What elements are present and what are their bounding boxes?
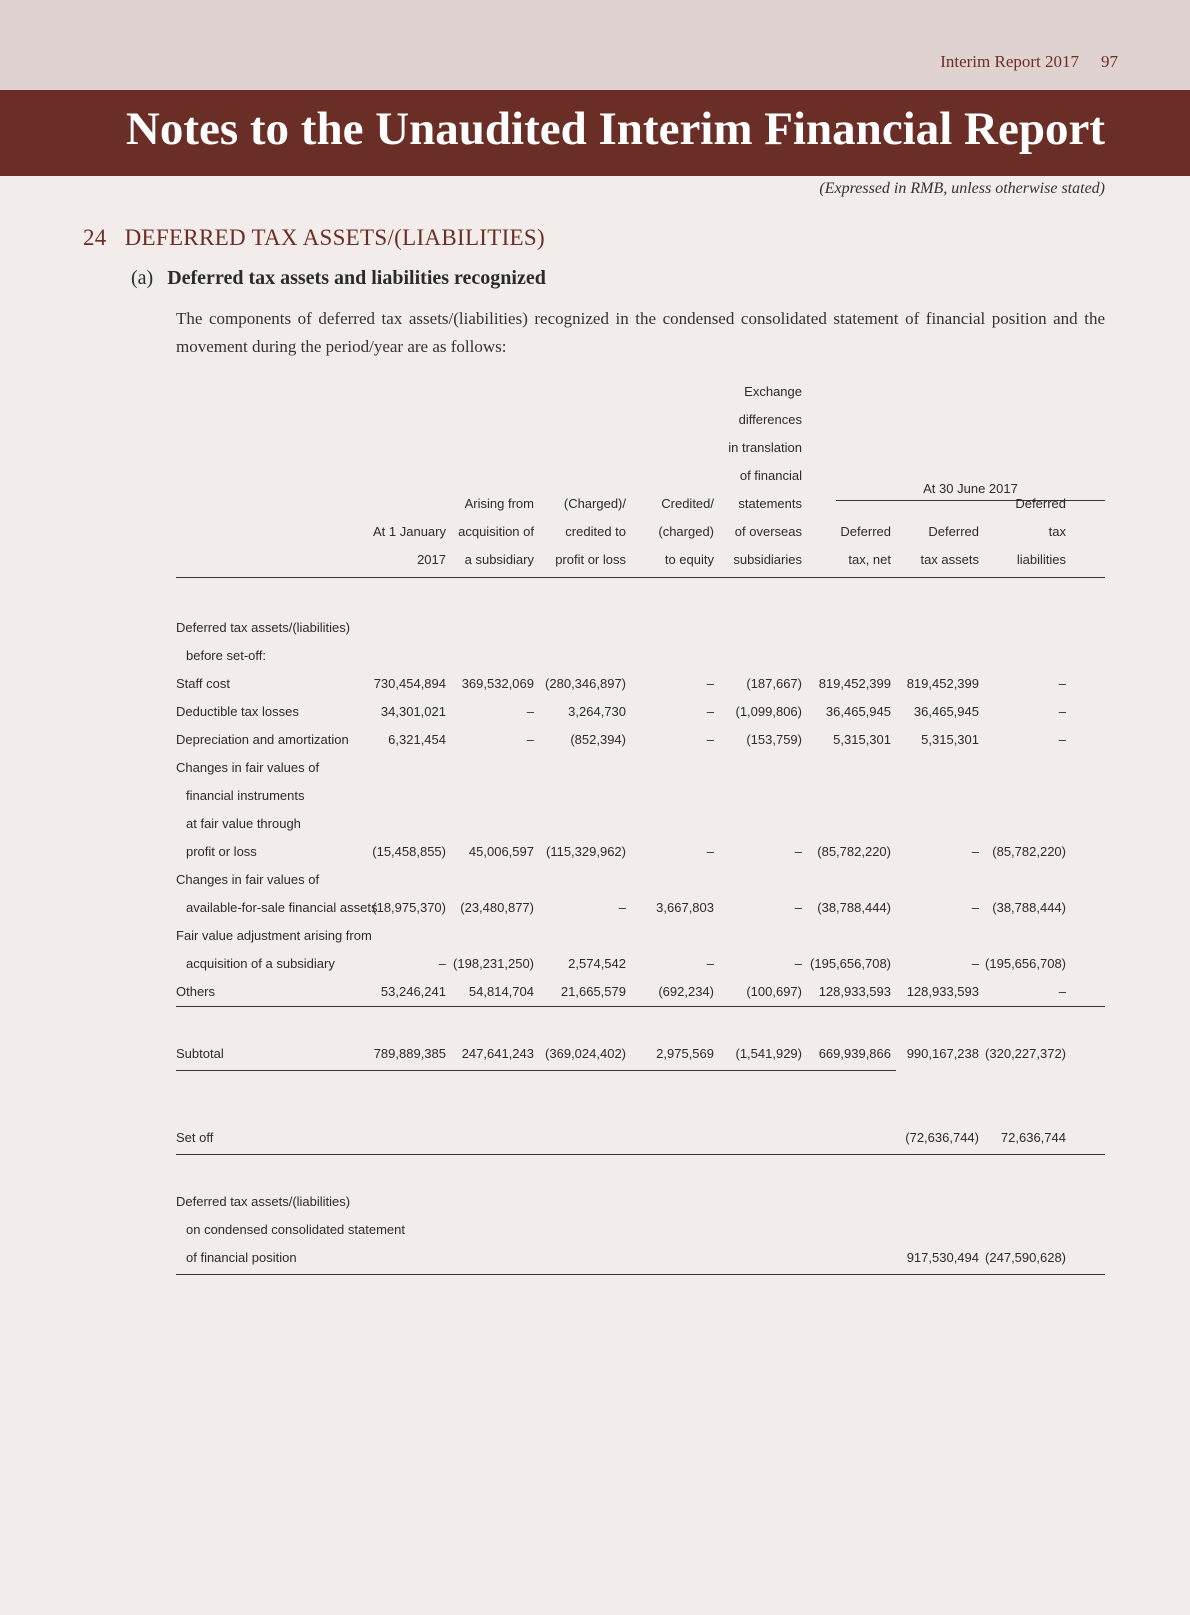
row-label: acquisition of a subsidiary (186, 956, 335, 971)
cell-value: – (706, 956, 714, 971)
column-header-line: of financial (739, 468, 802, 483)
cell-value: 34,301,021 (380, 704, 446, 719)
cell-value: – (1058, 676, 1066, 691)
column-header-line: in translation (728, 440, 802, 455)
column-header-line: At 1 January (373, 524, 446, 539)
cell-value: 21,665,579 (560, 984, 626, 999)
row-label: Deductible tax losses (176, 704, 299, 719)
cell-value: (38,788,444) (992, 900, 1066, 915)
cell-value: (18,975,370) (372, 900, 446, 915)
column-header-line: tax assets (920, 552, 979, 567)
cell-value: 36,465,945 (825, 704, 891, 719)
column-header-line: Deferred (1015, 496, 1066, 511)
cell-value: – (1058, 704, 1066, 719)
row-label: Others (176, 984, 216, 999)
row-label: of financial position (186, 1250, 297, 1265)
cell-value: 247,641,243 (461, 1046, 534, 1061)
column-header-line: (charged) (658, 524, 714, 539)
cell-value: 730,454,894 (373, 676, 446, 691)
column-header-line: profit or loss (555, 552, 626, 567)
row-label: Fair value adjustment arising from (176, 928, 372, 943)
cell-value: – (971, 900, 979, 915)
row-label: before set-off: (186, 648, 266, 663)
row-label: Set off (176, 1130, 214, 1145)
column-header-line: differences (738, 412, 802, 427)
cell-value: – (971, 956, 979, 971)
cell-value: (187,667) (746, 676, 802, 691)
cell-value: 990,167,238 (906, 1046, 979, 1061)
cell-value: – (794, 844, 802, 859)
cell-value: (100,697) (746, 984, 802, 999)
cell-value: (195,656,708) (985, 956, 1066, 971)
cell-value: 45,006,597 (468, 844, 534, 859)
row-label: financial instruments (186, 788, 305, 803)
table-row (176, 838, 1105, 866)
table-row (176, 670, 1105, 698)
page-title: Notes to the Unaudited Interim Financial Report (125, 103, 1105, 155)
column-header-line: of overseas (734, 524, 802, 539)
table-row (176, 1124, 1105, 1152)
row-label: profit or loss (186, 844, 257, 859)
header-rule (176, 577, 1105, 578)
cell-value: (72,636,744) (905, 1130, 979, 1145)
section-number: 24 (83, 225, 107, 250)
set-off-rule (176, 1154, 1105, 1155)
subsection-label: (a) (131, 267, 154, 289)
cell-value: – (706, 704, 714, 719)
cell-value: (153,759) (746, 732, 802, 747)
row-label: available-for-sale financial assets (186, 900, 378, 915)
cell-value: (320,227,372) (985, 1046, 1066, 1061)
table-row (176, 1244, 1105, 1272)
cell-value: 72,636,744 (1000, 1130, 1066, 1145)
cell-value: 5,315,301 (833, 732, 891, 747)
cell-value: 2,574,542 (568, 956, 626, 971)
table-row (176, 754, 1105, 782)
cell-value: – (706, 676, 714, 691)
cell-value: 5,315,301 (921, 732, 979, 747)
currency-note: (Expressed in RMB, unless otherwise stated) (819, 180, 1105, 197)
running-head (940, 52, 1118, 72)
subsection-title: Deferred tax assets and liabilities recognized (167, 267, 546, 289)
cell-value: – (618, 900, 626, 915)
row-label: Depreciation and amortization (176, 732, 349, 747)
cell-value: – (794, 900, 802, 915)
column-header-line: Deferred (928, 524, 979, 539)
cell-value: 2,975,569 (656, 1046, 714, 1061)
row-label: on condensed consolidated statement (186, 1222, 405, 1237)
cell-value: – (1058, 984, 1066, 999)
table-row (176, 922, 1105, 950)
row-label: Changes in fair values of (176, 872, 320, 887)
cell-value: – (706, 844, 714, 859)
table-row (176, 894, 1105, 922)
column-header-line: acquisition of (458, 524, 534, 539)
cell-value: (15,458,855) (372, 844, 446, 859)
top-band (0, 0, 1190, 90)
column-header-line: subsidiaries (733, 552, 802, 567)
table-row (176, 1188, 1105, 1216)
column-header-line: Arising from (464, 496, 534, 511)
rule-before-subtotal (176, 1006, 1105, 1007)
table-row (176, 1216, 1105, 1244)
cell-value: (195,656,708) (810, 956, 891, 971)
cell-value: (247,590,628) (985, 1250, 1066, 1265)
table-row (176, 698, 1105, 726)
cell-value: (280,346,897) (545, 676, 626, 691)
column-header-line: tax (1048, 524, 1066, 539)
column-header-line: (Charged)/ (563, 496, 626, 511)
cell-value: 369,532,069 (461, 676, 534, 691)
table-row (176, 726, 1105, 754)
table-row (176, 950, 1105, 978)
cell-value: – (526, 704, 534, 719)
column-header-line: Credited/ (661, 496, 714, 511)
cell-value: (369,024,402) (545, 1046, 626, 1061)
cell-value: (852,394) (570, 732, 626, 747)
column-header (956, 490, 1066, 574)
column-header-line: liabilities (1016, 552, 1066, 567)
subsection-heading (131, 267, 546, 290)
column-header-line: credited to (565, 524, 626, 539)
cell-value: (38,788,444) (817, 900, 891, 915)
title-bar (0, 90, 1190, 176)
column-header-line: statements (738, 496, 802, 511)
cell-value: – (438, 956, 446, 971)
table-row (176, 978, 1105, 1006)
intro-paragraph: The components of deferred tax assets/(liabilities) recognized in the condensed consolidated statement of financial position and the movement during the period/year are as follows: (176, 309, 1105, 356)
cell-value: 6,321,454 (388, 732, 446, 747)
row-label: Changes in fair values of (176, 760, 320, 775)
cell-value: 819,452,399 (906, 676, 979, 691)
row-label: Subtotal (176, 1046, 224, 1061)
cell-value: 819,452,399 (818, 676, 891, 691)
page-number: 97 (1101, 52, 1118, 71)
column-header-line: tax, net (848, 552, 891, 567)
cell-value: (692,234) (658, 984, 714, 999)
table-row (176, 1040, 1105, 1068)
table-row (176, 810, 1105, 838)
cell-value: (23,480,877) (460, 900, 534, 915)
cell-value: – (526, 732, 534, 747)
table-row (176, 642, 1105, 670)
subtotal-rule (176, 1070, 896, 1071)
row-label: at fair value through (186, 816, 301, 831)
column-header-line: Deferred (840, 524, 891, 539)
row-label: Deferred tax assets/(liabilities) (176, 1194, 351, 1209)
cell-value: – (971, 844, 979, 859)
cell-value: 54,814,704 (468, 984, 534, 999)
table-row (176, 614, 1105, 642)
row-label: Deferred tax assets/(liabilities) (176, 620, 351, 635)
cell-value: 789,889,385 (373, 1046, 446, 1061)
cell-value: – (794, 956, 802, 971)
cell-value: (198,231,250) (453, 956, 534, 971)
column-header-line: Exchange (744, 384, 802, 399)
cell-value: (85,782,220) (817, 844, 891, 859)
column-header-line: 2017 (417, 552, 446, 567)
section-title: DEFERRED TAX ASSETS/(LIABILITIES) (124, 225, 545, 250)
table-row (176, 866, 1105, 894)
cell-value: 128,933,593 (818, 984, 891, 999)
cell-value: 917,530,494 (906, 1250, 979, 1265)
cell-value: – (706, 732, 714, 747)
table-row (176, 782, 1105, 810)
group-header: At 30 June 2017 (836, 478, 1105, 501)
cell-value: 128,933,593 (906, 984, 979, 999)
row-label: Staff cost (176, 676, 230, 691)
column-header-line: a subsidiary (464, 552, 534, 567)
cell-value: – (1058, 732, 1066, 747)
cell-value: (115,329,962) (546, 844, 626, 859)
section-heading (83, 225, 545, 251)
cell-value: (85,782,220) (992, 844, 1066, 859)
cell-value: 53,246,241 (380, 984, 446, 999)
cell-value: 3,264,730 (568, 704, 626, 719)
cell-value: (1,541,929) (735, 1046, 802, 1061)
cell-value: 36,465,945 (913, 704, 979, 719)
column-header-line: to equity (664, 552, 714, 567)
cell-value: 3,667,803 (656, 900, 714, 915)
report-name: Interim Report 2017 (940, 52, 1079, 71)
cell-value: (1,099,806) (735, 704, 802, 719)
final-rule (176, 1274, 1105, 1275)
cell-value: 669,939,866 (818, 1046, 891, 1061)
